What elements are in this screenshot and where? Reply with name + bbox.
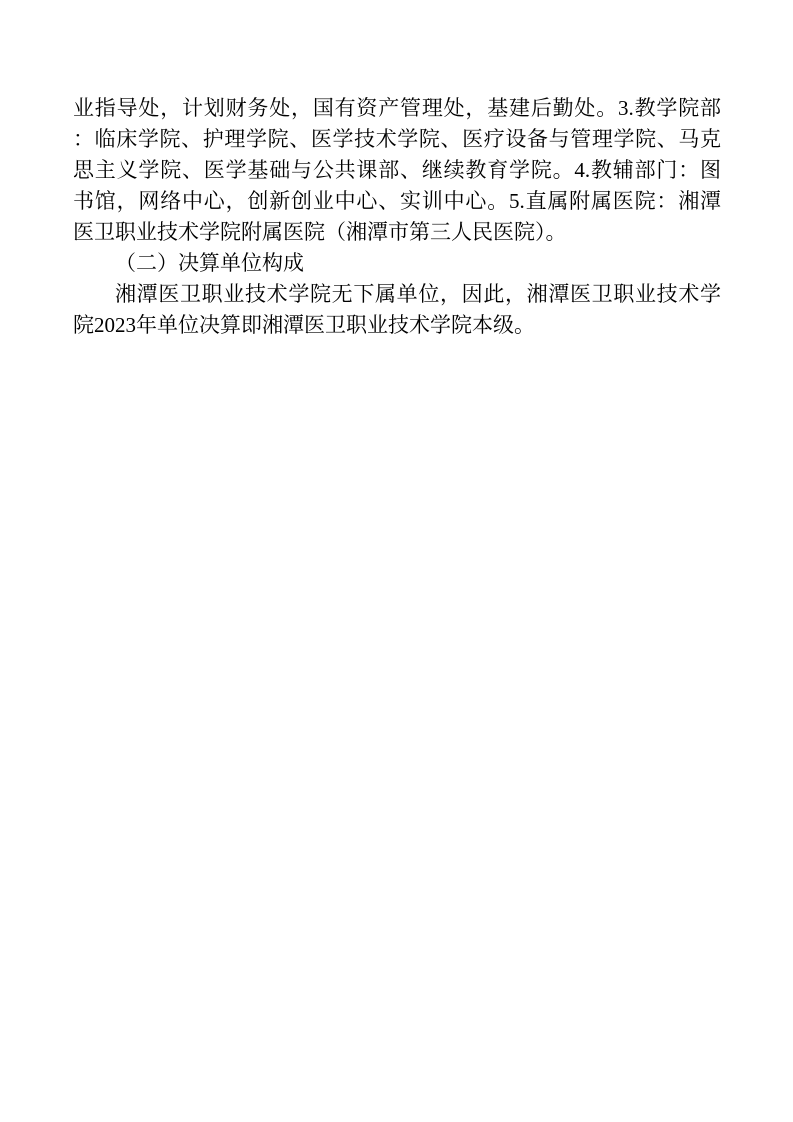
body-text-line-2: ：临床学院、护理学院、医学技术学院、医疗设备与管理学院、马克 [73, 127, 721, 151]
body-text-line-5: 医卫职业技术学院附属医院（湘潭市第三人民医院）。 [73, 220, 567, 244]
body-text-line-1: 业指导处，计划财务处，国有资产管理处，基建后勤处。3.教学院部 [73, 96, 721, 120]
body-text-line-7: 湘潭医卫职业技术学院无下属单位，因此，湘潭医卫职业技术学 [115, 282, 721, 306]
document-text-block [73, 93, 721, 341]
section-heading: （二）决算单位构成 [115, 251, 304, 275]
body-text-line-3: 思主义学院、医学基础与公共课部、继续教育学院。4.教辅部门：图 [73, 158, 721, 182]
body-text-line-4: 书馆，网络中心，创新创业中心、实训中心。5.直属附属医院：湘潭 [73, 189, 721, 213]
body-text-line-8: 院2023年单位决算即湘潭医卫职业技术学院本级。 [73, 313, 535, 337]
